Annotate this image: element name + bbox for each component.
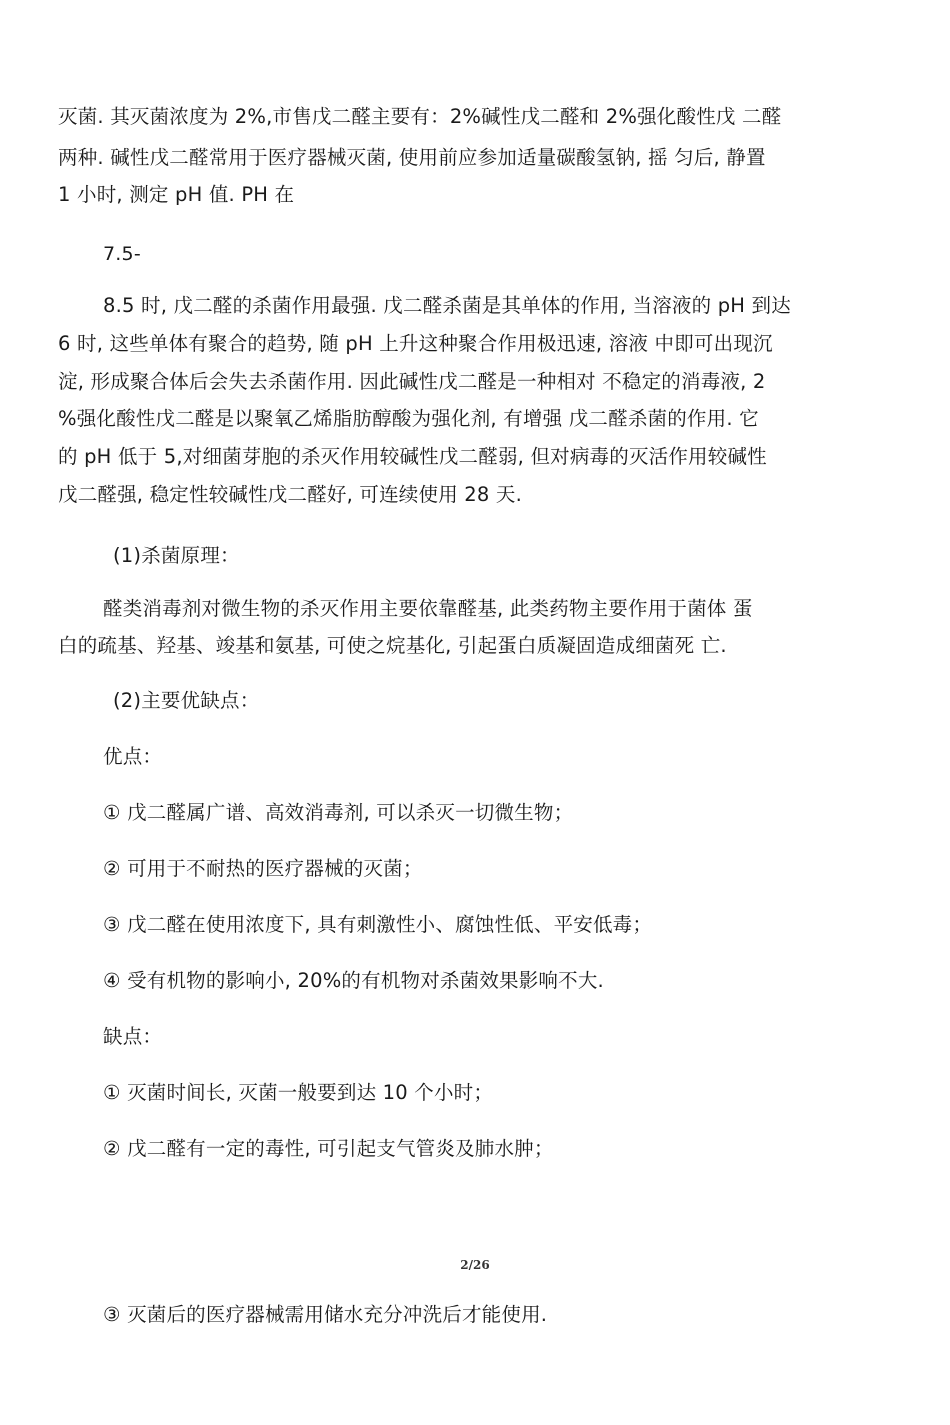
paragraph-2-line-3: 淀, 形成聚合体后会失去杀菌作用. 因此碱性戊二醛是一种相对 不稳定的消毒液, 2 [58,370,766,393]
advantage-item-1: ① 戊二醛属广谱、高效消毒剂, 可以杀灭一切微生物； [103,801,574,824]
advantages-label: 优点： [103,745,163,768]
disadvantage-item-2: ② 戊二醛有一定的毒性, 可引起支气管炎及肺水肿； [103,1137,554,1160]
advantage-item-3: ③ 戊二醛在使用浓度下, 具有刺激性小、腐蚀性低、平安低毒； [103,913,653,936]
paragraph-2-line-2: 6 时, 这些单体有聚合的趋势, 随 pH 上升这种聚合作用极迅速, 溶液 中即可出现沉 [58,332,773,355]
advantage-item-2: ② 可用于不耐热的医疗器械的灭菌； [103,857,423,880]
advantage-item-4: ④ 受有机物的影响小, 20%的有机物对杀菌效果影响不大. [103,969,604,992]
disadvantage-item-1: ① 灭菌时间长, 灭菌一般要到达 10 个小时； [103,1081,494,1104]
paragraph-2-line-1: 8.5 时, 戊二醛的杀菌作用最强. 戊二醛杀菌是其单体的作用, 当溶液的 pH 到达 [103,294,791,317]
paragraph-1-line-1: 灭菌. 其灭菌浓度为 2%,市售戊二醛主要有：2%碱性戊二醛和 2%强化酸性戊 二醛 [58,105,782,128]
paragraph-2-line-4: %强化酸性戊二醛是以聚氧乙烯脂肪醇酸为强化剂, 有增强 戊二醛杀菌的作用. 它 [58,407,759,430]
section-heading-pros-cons: (2)主要优缺点： [113,689,260,712]
paragraph-1-line-3: 1 小时, 测定 pH 值. PH 在 [58,183,295,206]
page-number: 2/26 [460,1258,490,1272]
disadvantage-item-3: ③ 灭菌后的医疗器械需用储水充分冲洗后才能使用. [103,1303,548,1326]
paragraph-2-line-5: 的 pH 低于 5,对细菌芽胞的杀灭作用较碱性戊二醛弱, 但对病毒的灭活作用较碱性 [58,445,767,468]
section-heading-sterilization-principle: (1)杀菌原理： [113,544,240,567]
paragraph-3-line-2: 白的疏基、羟基、竣基和氨基, 可使之烷基化, 引起蛋白质凝固造成细菌死 亡. [58,634,727,657]
disadvantages-label: 缺点： [103,1025,163,1048]
paragraph-3-line-1: 醛类消毒剂对微生物的杀灭作用主要依靠醛基, 此类药物主要作用于菌体 蛋 [103,597,753,620]
paragraph-1-line-2: 两种. 碱性戊二醛常用于医疗器械灭菌, 使用前应参加适量碳酸氢钠, 摇 匀后, 静置 [58,146,766,169]
paragraph-2-line-6: 戊二醛强, 稳定性较碱性戊二醛好, 可连续使用 28 天. [58,483,523,506]
range-fragment: 7.5- [103,243,141,265]
